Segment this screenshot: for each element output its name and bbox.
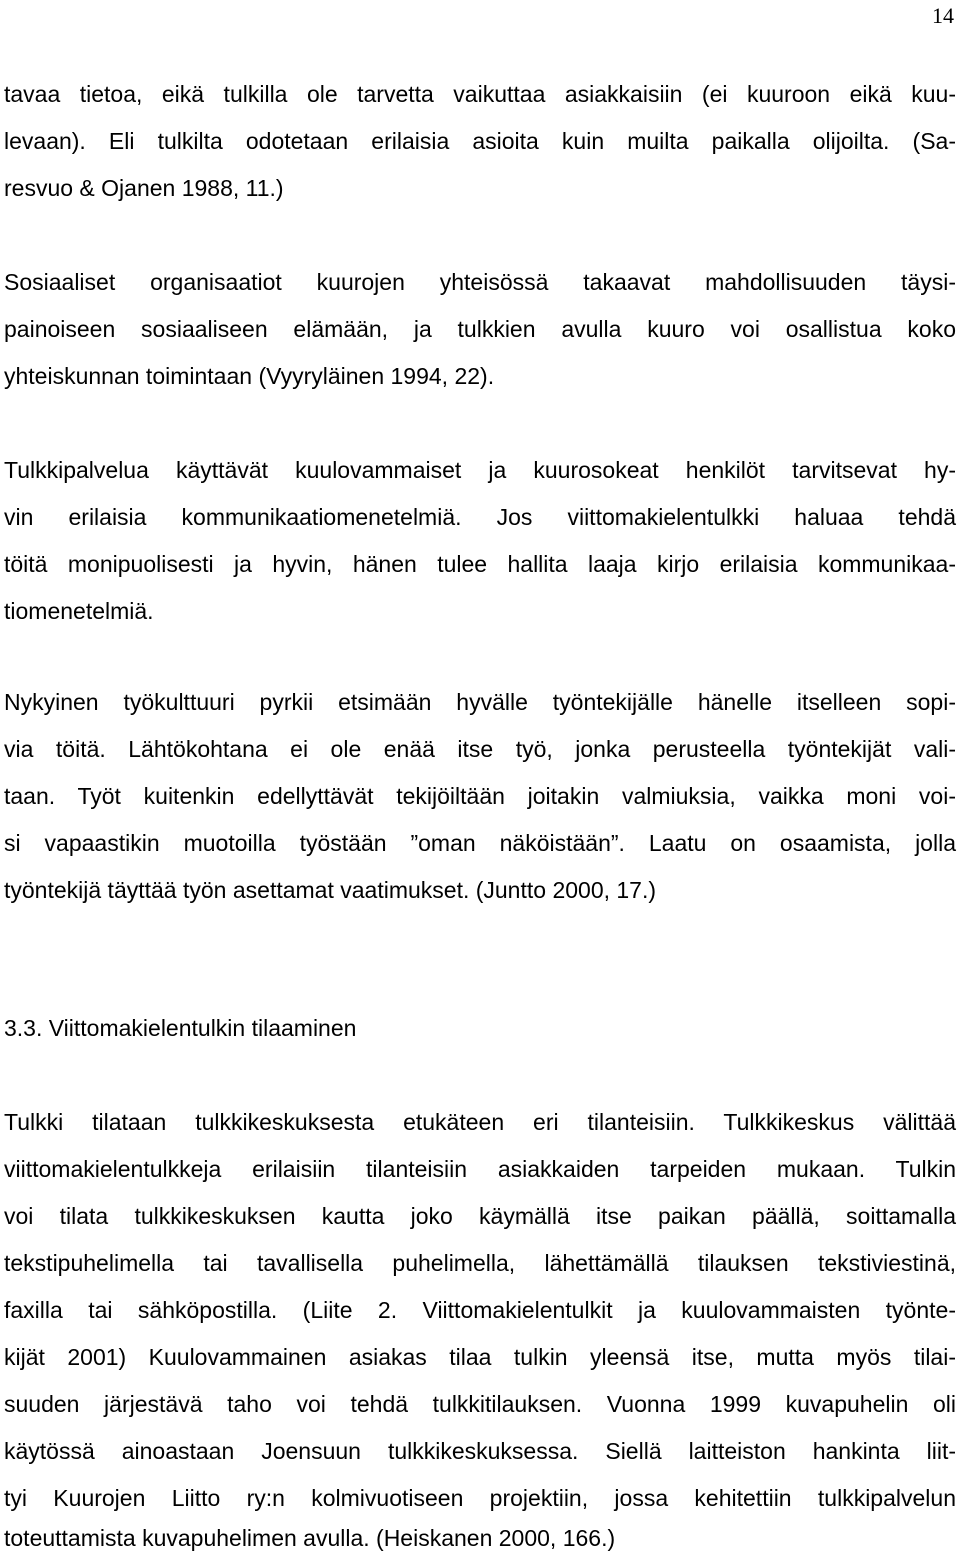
paragraph-4-line-5: työntekijä täyttää työn asettamat vaatimukset. (Juntto 2000, 17.) [4, 877, 657, 903]
paragraph-4-line-3: taan. Työt kuitenkin edellyttävät tekijöiltään joitakin valmiuksia, vaikka moni voi- [4, 783, 956, 809]
final-paragraph-line-4: tekstipuhelimella tai tavallisella puhelimella, lähettämällä tilauksen tekstiviestinä, [4, 1250, 956, 1276]
final-paragraph-line-10: toteuttamista kuvapuhelimen avulla. (Heiskanen 2000, 166.) [4, 1525, 616, 1551]
section-heading: 3.3. Viittomakielentulkin tilaaminen [4, 1015, 357, 1041]
paragraph-4-line-1: Nykyinen työkulttuuri pyrkii etsimään hyvälle työntekijälle hänelle itselleen sopi- [4, 689, 956, 715]
final-paragraph-line-9: tyi Kuurojen Liitto ry:n kolmivuotiseen projektiin, jossa kehitettiin tulkkipalvelun [4, 1485, 956, 1511]
paragraph-3-line-1: Tulkkipalvelua käyttävät kuulovammaiset ja kuurosokeat henkilöt tarvitsevat hy- [4, 457, 956, 483]
final-paragraph-line-2: viittomakielentulkkeja erilaisiin tilanteisiin asiakkaiden tarpeiden mukaan. Tulkin [4, 1156, 956, 1182]
paragraph-2-line-1: Sosiaaliset organisaatiot kuurojen yhteisössä takaavat mahdollisuuden täysi- [4, 269, 956, 295]
paragraph-1-line-1: tavaa tietoa, eikä tulkilla ole tarvetta vaikuttaa asiakkaisiin (ei kuuroon eikä kuu- [4, 81, 956, 107]
paragraph-2-line-3: yhteiskunnan toimintaan (Vyyryläinen 1994, 22). [4, 363, 495, 389]
final-paragraph-line-5: faxilla tai sähköpostilla. (Liite 2. Viittomakielentulkit ja kuulovammaisten työnte- [4, 1297, 956, 1323]
paragraph-1-line-2: levaan). Eli tulkilta odotetaan erilaisia asioita kuin muilta paikalla olijoilta. (Sa- [4, 128, 956, 154]
paragraph-4-line-4: si vapaastikin muotoilla työstään ”oman näköistään”. Laatu on osaamista, jolla [4, 830, 956, 856]
paragraph-1-line-3: resvuo & Ojanen 1988, 11.) [4, 175, 284, 201]
paragraph-3-line-4: tiomenetelmiä. [4, 598, 154, 624]
final-paragraph-line-7: suuden järjestävä taho voi tehdä tulkkitilauksen. Vuonna 1999 kuvapuhelin oli [4, 1391, 956, 1417]
page-number: 14 [932, 3, 954, 28]
paragraph-2-line-2: painoiseen sosiaaliseen elämään, ja tulkkien avulla kuuro voi osallistua koko [4, 316, 956, 342]
paragraph-3-line-2: vin erilaisia kommunikaatiomenetelmiä. Jos viittomakielentulkki haluaa tehdä [4, 504, 956, 530]
final-paragraph-line-8: käytössä ainoastaan Joensuun tulkkikeskuksessa. Siellä laitteiston hankinta liit- [4, 1438, 956, 1464]
final-paragraph-line-6: kijät 2001) Kuulovammainen asiakas tilaa tulkin yleensä itse, mutta myös tilai- [4, 1344, 956, 1370]
paragraph-3-line-3: töitä monipuolisesti ja hyvin, hänen tulee hallita laaja kirjo erilaisia kommunikaa- [4, 551, 956, 577]
paragraph-4-line-2: via töitä. Lähtökohtana ei ole enää itse työ, jonka perusteella työntekijät vali- [4, 736, 956, 762]
final-paragraph-line-1: Tulkki tilataan tulkkikeskuksesta etukäteen eri tilanteisiin. Tulkkikeskus välittää [4, 1109, 956, 1135]
final-paragraph-line-3: voi tilata tulkkikeskuksen kautta joko käymällä itse paikan päällä, soittamalla [4, 1203, 956, 1229]
